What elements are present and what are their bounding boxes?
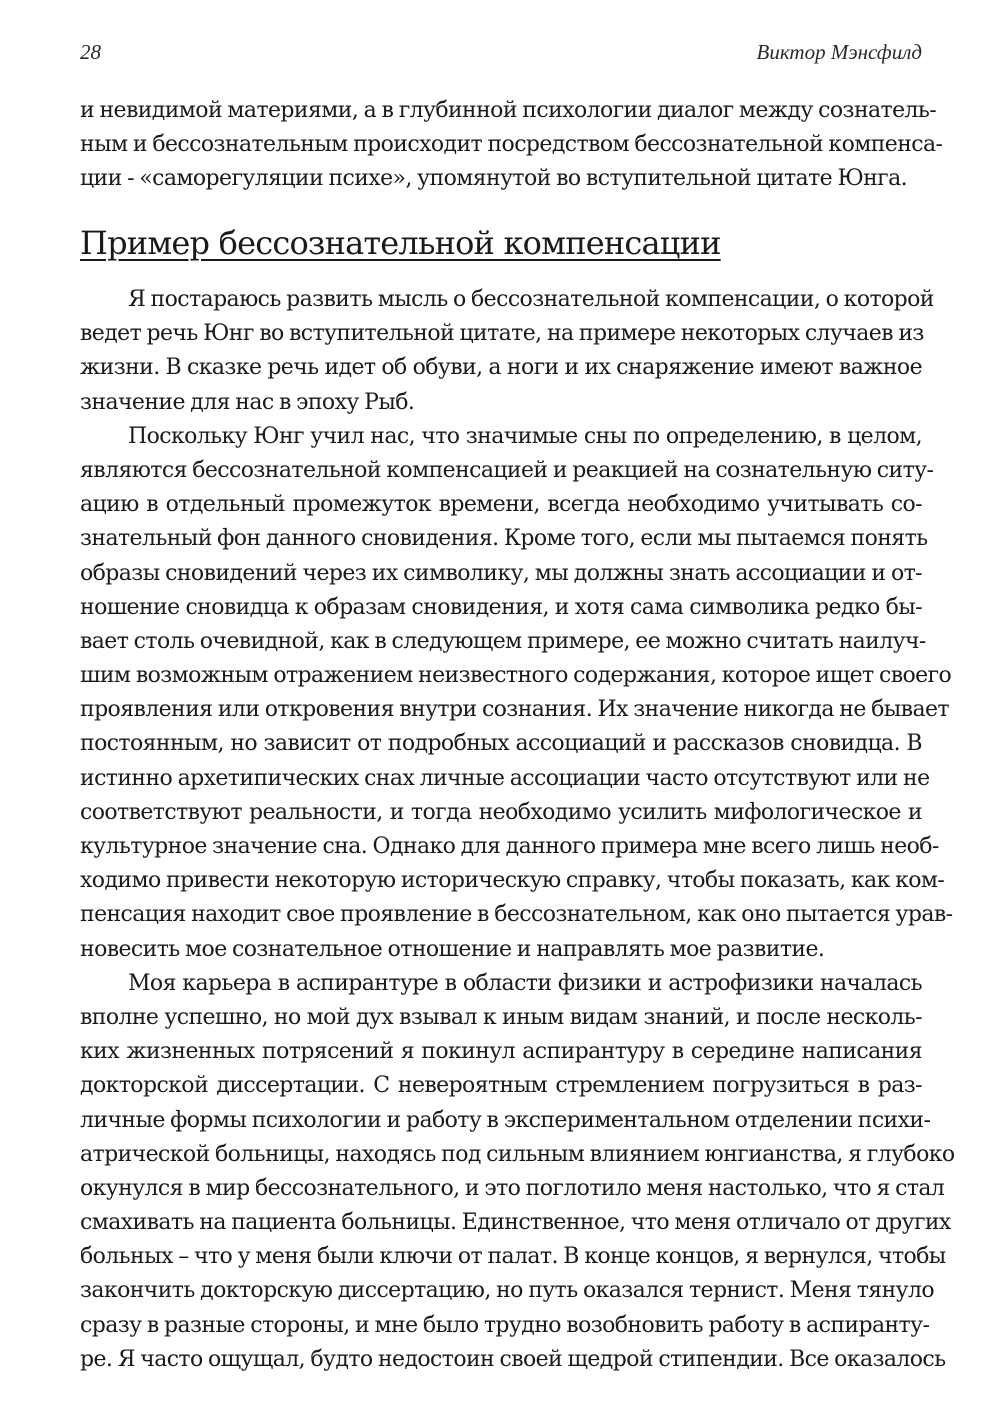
text-line: вполне успешно, но мой дух взывал к иным видам знаний, и после несколь- [80,1004,922,1030]
text-line: жизни. В сказке речь идет об обуви, а ноги и их снаряжение имеют важное [80,355,922,381]
paragraph-1 [80,283,934,420]
text-line: ре. Я часто ощущал, будто недостоин своей щедрой стипендии. Все оказалось [80,1346,946,1372]
text-line: знательный фон данного сновидения. Кроме того, если мы пытаемся понять [80,526,928,552]
text-line: пенсация находит свое проявление в бессознательном, как оно пытается урав- [80,902,953,928]
page-number: 28 [80,40,101,64]
text-line: личные формы психологии и работу в экспериментальном отделении психи- [80,1107,931,1133]
text-line: ких жизненных потрясений я покинул аспирантуру в середине написания [80,1039,922,1065]
section-heading: Пример бессознательной компенсации [80,224,721,262]
text-line: являются бессознательной компенсацией и реакцией на сознательную ситу- [80,457,934,483]
text-line: ции - «саморегуляции психе», упомянутой во вступительной цитате Юнга. [80,166,908,192]
text-line: Моя карьера в аспирантуре в области физики и астрофизики началась [128,970,922,996]
text-line: сразу в разные стороны, и мне было трудно возобновить работу в аспиранту- [80,1312,930,1338]
text-line: образы сновидений через их символику, мы должны знать ассоциации и от- [80,560,922,586]
running-header [80,40,922,74]
text-line: закончить докторскую диссертацию, но путь оказался тернист. Меня тянуло [80,1278,935,1304]
text-line: докторской диссертации. С невероятным стремлением погрузиться в раз- [80,1073,922,1099]
text-line: новесить мое сознательное отношение и направлять мое развитие. [80,936,825,962]
text-line: ным и бессознательным происходит посредством бессознательной компенса- [80,132,943,158]
text-line: постоянным, но зависит от подробных ассоциаций и рассказов сновидца. В [80,731,922,757]
text-line: ходимо привести некоторую историческую справку, чтобы показать, как ком- [80,868,945,894]
running-title: Виктор Мэнсфилд [756,40,922,64]
text-line: смахивать на пациента больницы. Единственное, что меня отличало от других [80,1210,951,1236]
text-line: атрической больницы, находясь под сильным влиянием юнгианства, я глубоко [80,1141,955,1167]
text-line: ацию в отдельный промежуток времени, всегда необходимо учитывать со- [80,492,922,518]
text-line: Поскольку Юнг учил нас, что значимые сны по определению, в целом, [128,423,922,449]
body-text [80,283,955,1377]
paragraph-3 [80,967,955,1377]
text-line: вает столь очевидной, как в следующем примере, ее можно считать наилуч- [80,628,926,654]
text-line: значение для нас в эпоху Рыб. [80,389,415,415]
text-line: и невидимой материями, а в глубинной психологии диалог между сознатель- [80,98,937,123]
text-line: проявления или откровения внутри сознания. Их значение никогда не бывает [80,697,949,723]
intro-paragraph [80,94,943,197]
text-line: больных – что у меня были ключи от палат. В конце концов, я вернулся, чтобы [80,1244,946,1270]
text-line: соответствуют реальности, и тогда необходимо усилить мифологическое и [80,799,922,825]
paragraph-2 [80,420,953,967]
text-line: окунулся в мир бессознательного, и это поглотило меня настолько, что я стал [80,1175,945,1201]
text-line: шим возможным отражением неизвестного содержания, которое ищет своего [80,663,952,689]
text-line: ведет речь Юнг во вступительной цитате, на примере некоторых случаев из [80,321,924,347]
text-line: ношение сновидца к образам сновидения, и хотя сама символика редко бы- [80,594,922,620]
text-line: Я постараюсь развить мысль о бессознательной компенсации, о которой [128,287,934,312]
text-line: истинно архетипических снах личные ассоциации часто отсутствуют или не [80,765,930,791]
text-line: культурное значение сна. Однако для данного примера мне всего лишь необ- [80,834,939,859]
